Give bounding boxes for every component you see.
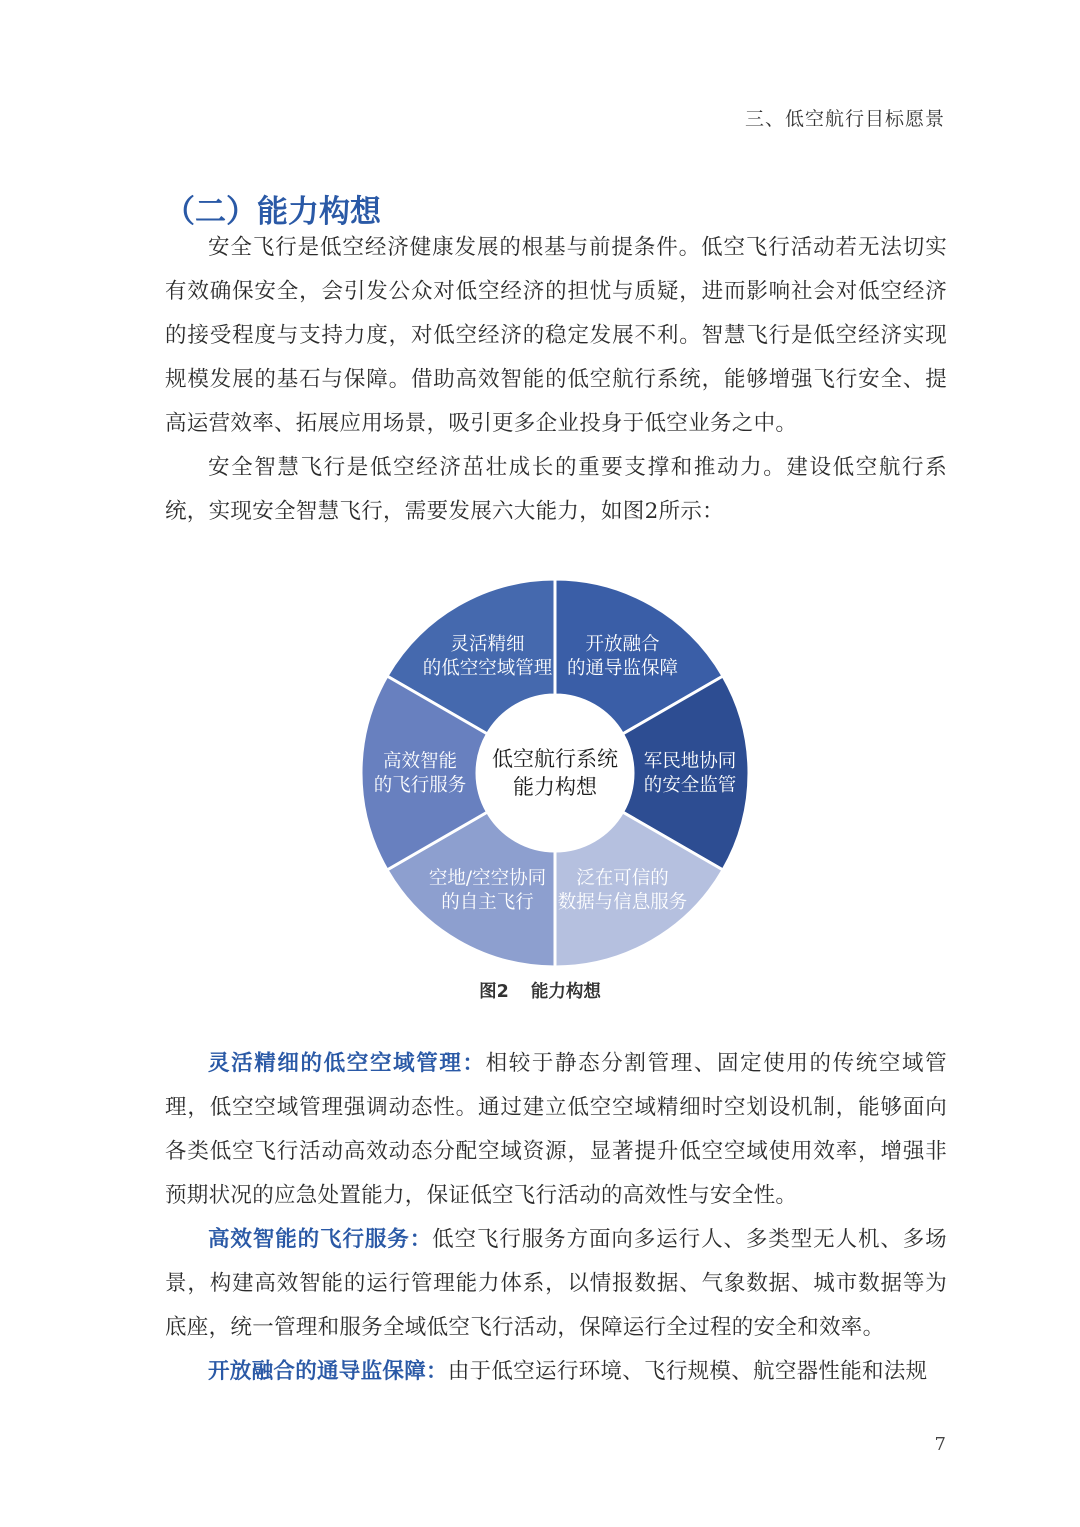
segment-6-label-line1: 高效智能	[382, 751, 458, 772]
center-label-line2: 能力构想	[513, 775, 597, 799]
lead-airspace-management: 灵活精细的低空空域管理：	[208, 1051, 486, 1076]
segment-5-label-line2: 的自主飞行	[441, 891, 534, 913]
segment-4-label-line2: 数据与信息服务	[557, 891, 688, 913]
segment-5-label-line1: 空地/空空协同	[428, 867, 547, 889]
lead-flight-service: 高效智能的飞行服务：	[208, 1227, 433, 1252]
center-circle	[477, 695, 633, 851]
text-airspace-management: 相较于静态分割管理、固定使用的传统空域管理，低空空域管理强调动态性。通过建立低空空域精细时空划设机制，能够面向各类低空飞行活动高效动态分配空域资源，显著提升低空空域使用效率，增强非预期状况的应急处置能力，保证低空飞行活动的高效性与安全性。	[165, 1051, 947, 1208]
segment-3-label-line1: 军民地协同	[643, 751, 737, 772]
segment-4-label-line1: 泛在可信的	[576, 867, 669, 889]
capability-ring-svg	[355, 578, 755, 968]
capability-ring-diagram	[355, 578, 755, 968]
paragraph-six-capabilities: 安全智慧飞行是低空经济茁壮成长的重要支撑和推动力。建设低空航行系统，实现安全智慧飞行，需要发展六大能力，如图2所示：	[165, 455, 947, 524]
running-header: 三、低空航行目标愿景	[744, 108, 945, 130]
paragraph-airspace-management	[165, 1042, 947, 1218]
segment-3-label-line2: 的安全监管	[643, 775, 737, 796]
segment-6-label-line2: 的飞行服务	[373, 775, 467, 796]
paragraph-flight-service	[165, 1218, 947, 1350]
caption-title: 能力构想	[530, 982, 601, 1002]
segment-1-label-line1: 灵活精细	[450, 634, 525, 656]
page-number: 7	[934, 1434, 946, 1455]
text-cns-support: 由于低空运行环境、飞行规模、航空器性能和法规	[447, 1359, 928, 1384]
segment-2-label-line1: 开放融合	[585, 634, 660, 656]
center-label-line1: 低空航行系统	[492, 747, 618, 771]
lead-cns-support: 开放融合的通导监保障：	[208, 1359, 448, 1384]
section-title: （二）能力构想	[164, 194, 381, 230]
figure-caption	[0, 978, 1080, 1003]
segment-1-label-line2: 的低空空域管理	[422, 658, 553, 680]
text-flight-service: 低空飞行服务方面向多运行人、多类型无人机、多场景，构建高效智能的运行管理能力体系，以情报数据、气象数据、城市数据等为底座，统一管理和服务全域低空飞行活动，保障运行全过程的安全和效率。	[165, 1227, 947, 1340]
segment-2-label-line2: 的通导监保障	[566, 658, 679, 680]
paragraph-safety: 安全飞行是低空经济健康发展的根基与前提条件。低空飞行活动若无法切实有效确保安全，会引发公众对低空经济的担忧与质疑，进而影响社会对低空经济的接受程度与支持力度，对低空经济的稳定发展不利。智慧飞行是低空经济实现规模发展的基石与保障。借助高效智能的低空航行系统，能够增强飞行安全、提高运营效率、拓展应用场景，吸引更多企业投身于低空业务之中。	[165, 235, 947, 436]
caption-label: 图2	[479, 982, 509, 1002]
paragraph-cns-support	[165, 1350, 947, 1394]
